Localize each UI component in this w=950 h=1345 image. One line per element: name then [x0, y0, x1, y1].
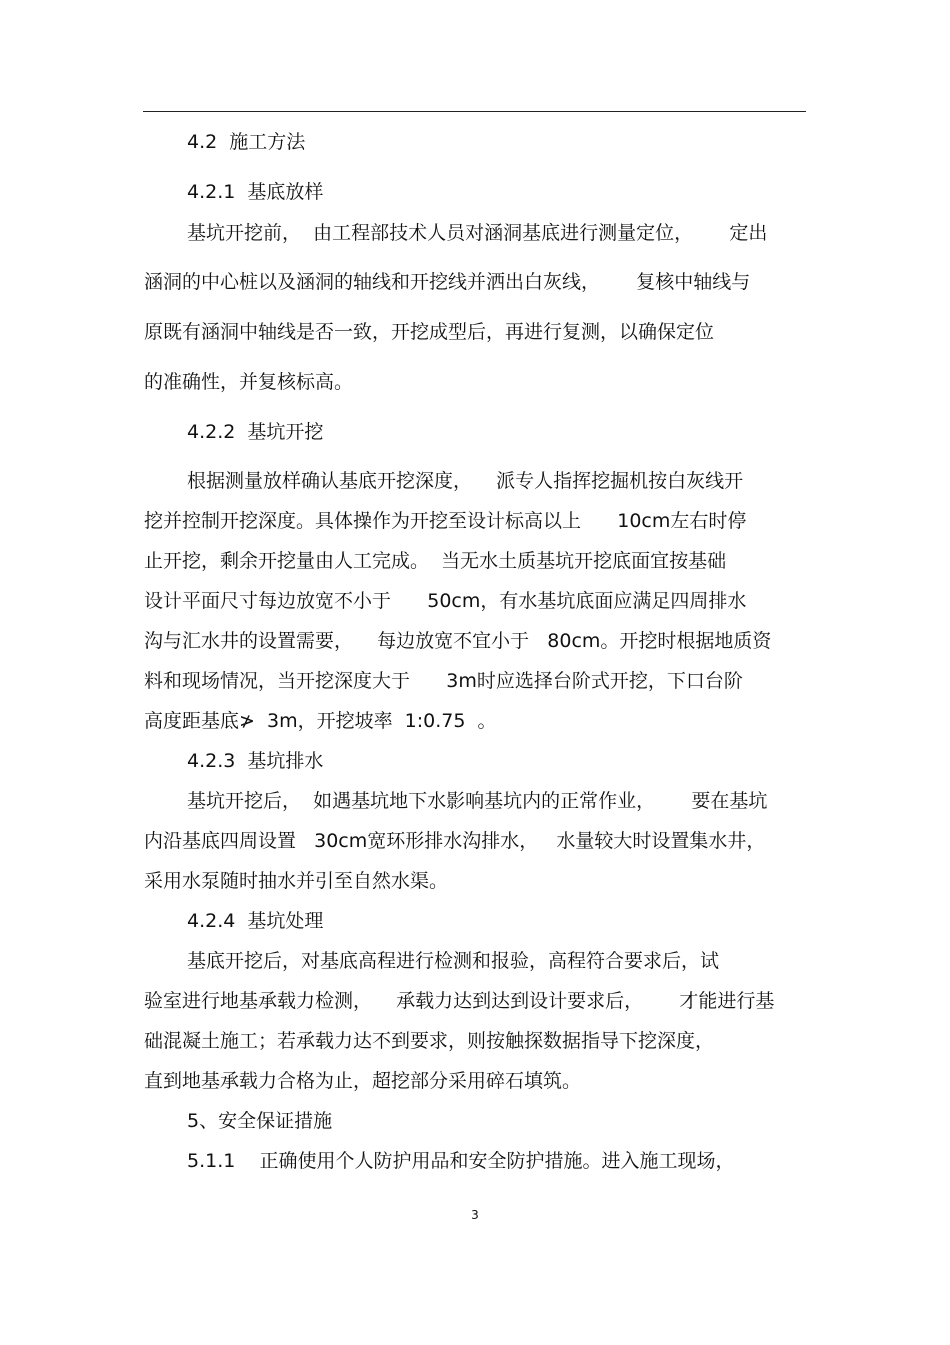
text-line: 沟与汇水井的设置需要， 每边放宽不宜小于 80cm。开挖时根据地质资 — [144, 630, 772, 652]
text-line: 基坑开挖前， 由工程部技术人员对涵洞基底进行测量定位， 定出 — [187, 222, 768, 244]
section-heading-5: 5、安全保证措施 — [187, 1110, 333, 1132]
text-line: 根据测量放样确认基底开挖深度， 派专人指挥挖掘机按白灰线开 — [187, 470, 744, 492]
text-line: 原既有涵洞中轴线是否一致，开挖成型后，再进行复测，以确保定位 — [144, 321, 715, 343]
subsection-heading-5-1-1: 5.1.1 正确使用个人防护用品和安全防护措施。进入施工现场， — [187, 1150, 735, 1172]
subsection-heading-4-2-4: 4.2.4 基坑处理 — [187, 910, 324, 932]
header-rule — [143, 111, 806, 112]
subsection-heading-4-2-2: 4.2.2 基坑开挖 — [187, 421, 324, 443]
page-number: 3 — [471, 1208, 479, 1222]
text-line: 挖并控制开挖深度。具体操作为开挖至设计标高以上 10cm左右时停 — [144, 510, 747, 532]
text-line: 涵洞的中心桩以及涵洞的轴线和开挖线并洒出白灰线， 复核中轴线与 — [144, 271, 751, 293]
subsection-heading-4-2-3: 4.2.3 基坑排水 — [187, 750, 324, 772]
text-line: 础混凝土施工；若承载力达不到要求，则按触探数据指导下挖深度， — [144, 1030, 715, 1052]
text-line: 基坑开挖后， 如遇基坑地下水影响基坑内的正常作业， 要在基坑 — [187, 790, 768, 812]
text-line: 的准确性，并复核标高。 — [144, 371, 354, 393]
text-line: 设计平面尺寸每边放宽不小于 50cm，有水基坑底面应满足四周排水 — [144, 590, 747, 612]
text-line: 止开挖，剩余开挖量由人工完成。 当无水土质基坑开挖底面宜按基础 — [144, 550, 727, 572]
subsection-heading-4-2-1: 4.2.1 基底放样 — [187, 181, 324, 203]
text-line: 采用水泵随时抽水并引至自然水渠。 — [144, 870, 449, 892]
text-line: 直到地基承载力合格为止，超挖部分采用碎石填筑。 — [144, 1070, 582, 1092]
text-line: 基底开挖后，对基底高程进行检测和报验，高程符合要求后，试 — [187, 950, 720, 972]
text-line: 料和现场情况，当开挖深度大于 3m时应选择台阶式开挖，下口台阶 — [144, 670, 743, 692]
section-heading-4-2: 4.2 施工方法 — [187, 131, 306, 153]
text-line: 验室进行地基承载力检测， 承载力达到达到设计要求后， 才能进行基 — [144, 990, 775, 1012]
text-line: 高度距基底≯ 3m，开挖坡率 1:0.75 。 — [144, 710, 497, 732]
text-line: 内沿基底四周设置 30cm宽环形排水沟排水， 水量较大时设置集水井， — [144, 830, 766, 852]
